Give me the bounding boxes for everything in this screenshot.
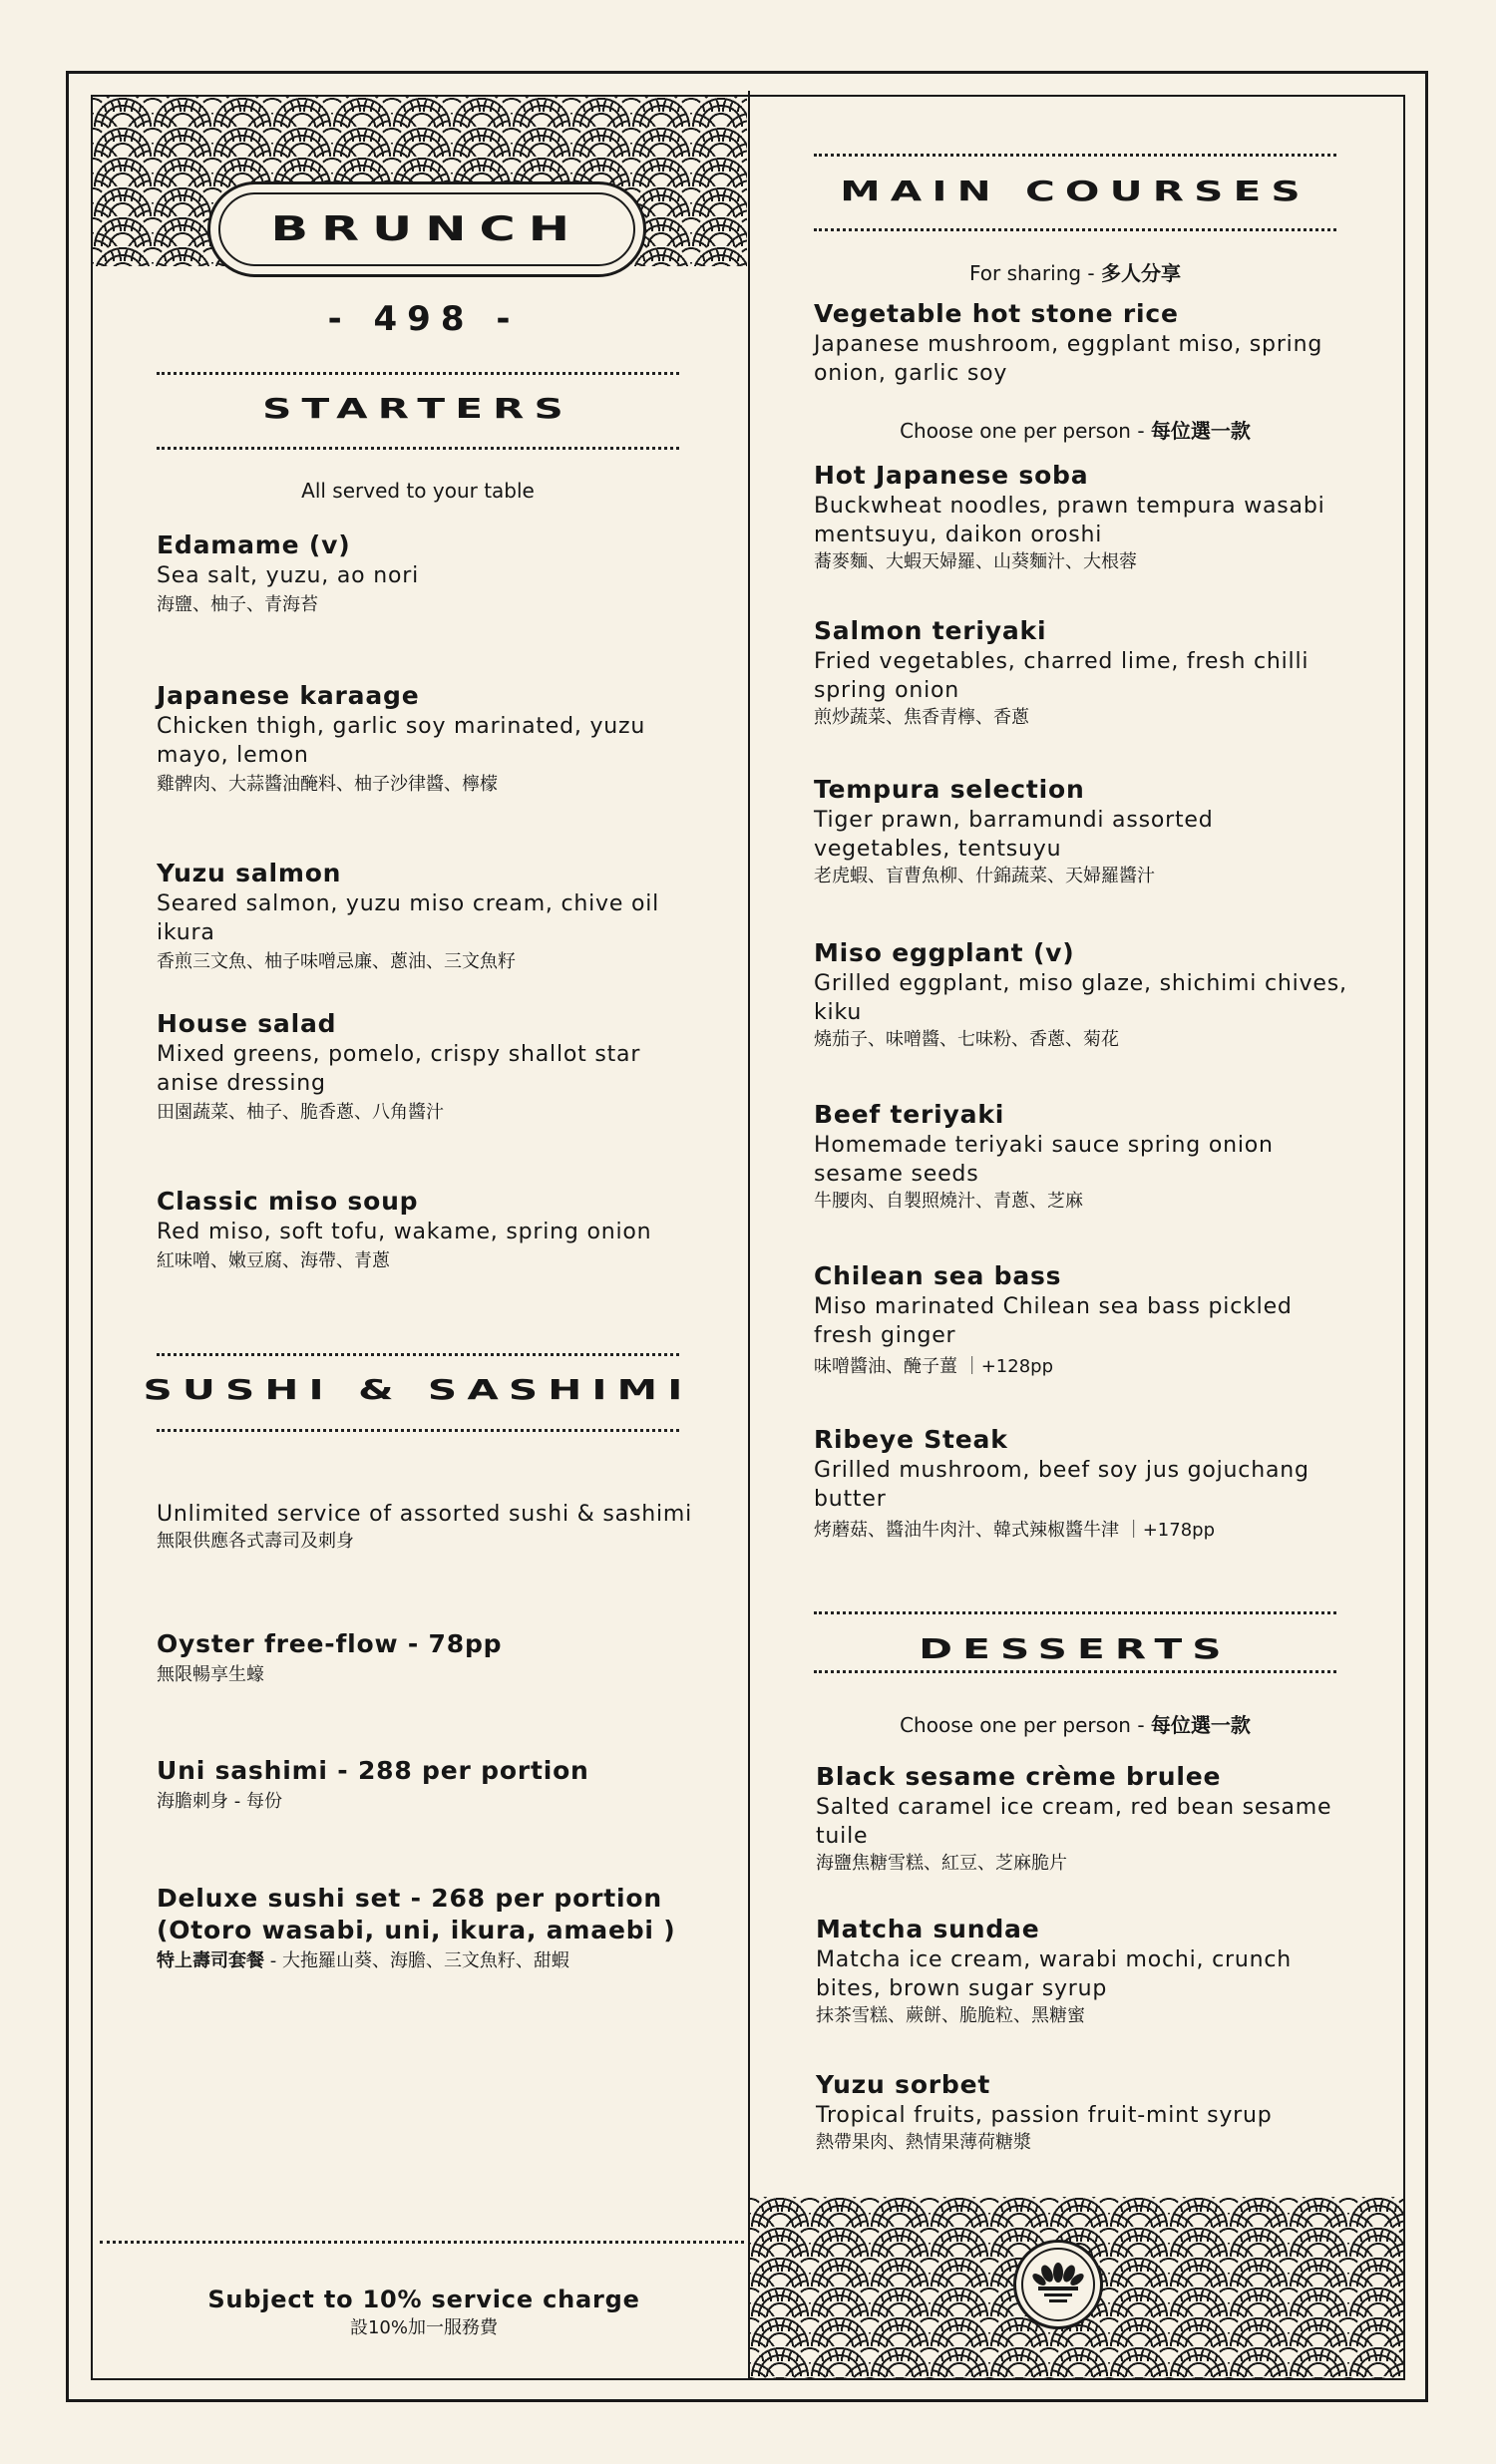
item-description: Grilled mushroom, beef soy jus gojuchang butter bbox=[814, 1458, 1309, 1512]
item-description: Tiger prawn, barramundi assorted vegetables, tentsuyu bbox=[814, 808, 1214, 862]
item-description: Seared salmon, yuzu miso cream, chive oil ikura bbox=[157, 891, 660, 945]
divider-dotted bbox=[814, 228, 1336, 231]
divider-dotted bbox=[157, 1353, 679, 1356]
menu-item bbox=[814, 615, 1352, 731]
item-chinese: 雞髀肉、大蒜醬油醃料、柚子沙律醬、檸檬 bbox=[157, 774, 498, 795]
menu-item bbox=[157, 1883, 735, 1974]
menu-item bbox=[157, 1755, 735, 1815]
item-description: Mixed greens, pomelo, crispy shallot star anise dressing bbox=[157, 1042, 641, 1096]
item-name: Deluxe sushi set - 268 per portion bbox=[157, 1884, 662, 1913]
column-divider bbox=[748, 91, 750, 2380]
item-name: Miso eggplant (v) bbox=[814, 938, 1075, 967]
item-name: Matcha sundae bbox=[816, 1915, 1040, 1943]
item-chinese: 燒茄子、味噌醬、七味粉、香蔥、菊花 bbox=[814, 1029, 1119, 1050]
item-name: Classic miso soup bbox=[157, 1187, 419, 1216]
item-chinese-bold: 特上壽司套餐 bbox=[157, 1950, 264, 1971]
crest-logo-icon bbox=[1013, 2240, 1103, 2329]
item-chinese: 香煎三文魚、柚子味噌忌廉、蔥油、三文魚籽 bbox=[157, 951, 516, 972]
menu-item bbox=[157, 858, 695, 975]
mains-sharing-note bbox=[814, 257, 1336, 286]
item-chinese: 煎炒蔬菜、焦香青檸、香蔥 bbox=[814, 707, 1029, 728]
menu-item bbox=[157, 529, 695, 618]
item-description: Buckwheat noodles, prawn tempura wasabi mentsuyu, daikon oroshi bbox=[814, 494, 1325, 547]
item-chinese: 紅味噌、嫩豆腐、海帶、青蔥 bbox=[157, 1250, 390, 1271]
item-chinese-rest: - 大拖羅山葵、海膽、三文魚籽、甜蝦 bbox=[264, 1950, 569, 1971]
menu-item bbox=[157, 680, 695, 798]
item-description: Sea salt, yuzu, ao nori bbox=[157, 563, 419, 588]
menu-item bbox=[816, 1914, 1354, 2029]
sharing-note-text: For sharing - bbox=[968, 261, 1102, 285]
desserts-note-text: Choose one per person - bbox=[900, 1713, 1151, 1737]
item-chinese: 熱帶果肉、熱情果薄荷糖漿 bbox=[816, 2132, 1031, 2153]
item-chinese: 味噌醬油、醃子薑 ｜+128pp bbox=[814, 1356, 1054, 1377]
item-description: Fried vegetables, charred lime, fresh chilli spring onion bbox=[814, 649, 1309, 703]
menu-item bbox=[816, 2069, 1354, 2156]
divider-dotted bbox=[814, 1611, 1336, 1614]
divider-dotted bbox=[157, 1429, 679, 1432]
item-name: Oyster free-flow - 78pp bbox=[157, 1629, 503, 1658]
menu-item bbox=[157, 1186, 695, 1274]
menu-item bbox=[814, 937, 1352, 1053]
divider-dotted bbox=[814, 154, 1336, 157]
item-description: Salted caramel ice cream, red bean sesame tuile bbox=[816, 1795, 1332, 1849]
brunch-price: - 498 - bbox=[327, 299, 521, 339]
choose-note-text: Choose one per person - bbox=[900, 419, 1151, 443]
item-name: Black sesame crème brulee bbox=[816, 1762, 1222, 1791]
item-name: Salmon teriyaki bbox=[814, 616, 1047, 645]
item-chinese: 海鹽焦糖雪糕、紅豆、芝麻脆片 bbox=[816, 1853, 1067, 1874]
item-description: Japanese mushroom, eggplant miso, spring onion, garlic soy bbox=[814, 332, 1323, 386]
starters-heading: STARTERS bbox=[262, 392, 573, 425]
menu-item bbox=[814, 1260, 1352, 1380]
menu-item bbox=[157, 1500, 715, 1555]
item-name: Hot Japanese soba bbox=[814, 461, 1089, 490]
sushi-heading: SUSHI & SASHIMI bbox=[143, 1373, 693, 1406]
item-name: Beef teriyaki bbox=[814, 1100, 1005, 1129]
item-chinese: 海鹽、柚子、青海苔 bbox=[157, 594, 318, 615]
item-description: Tropical fruits, passion fruit-mint syrup bbox=[816, 2103, 1273, 2128]
service-charge-text: Subject to 10% service charge bbox=[207, 2286, 640, 2313]
mains-choose-note bbox=[814, 415, 1336, 444]
item-description: Red miso, soft tofu, wakame, spring onion bbox=[157, 1220, 652, 1244]
item-chinese: 海膽刺身 - 每份 bbox=[157, 1791, 282, 1812]
item-name-detail: (Otoro wasabi, uni, ikura, amaebi ) bbox=[157, 1916, 676, 1944]
item-description: Chicken thigh, garlic soy marinated, yuzu mayo, lemon bbox=[157, 714, 646, 768]
item-chinese: 烤蘑菇、醬油牛肉汁、韓式辣椒醬牛津 ｜+178pp bbox=[814, 1520, 1216, 1541]
item-description: Grilled eggplant, miso glaze, shichimi chives, kiku bbox=[814, 971, 1347, 1025]
divider-dotted bbox=[157, 372, 679, 375]
sharing-note-chinese: 多人分享 bbox=[1101, 261, 1182, 285]
menu-item bbox=[814, 460, 1352, 575]
divider-dotted bbox=[157, 447, 679, 450]
menu-item bbox=[814, 774, 1352, 889]
item-name: Yuzu sorbet bbox=[816, 2070, 991, 2099]
item-name: Tempura selection bbox=[814, 775, 1085, 804]
menu-item bbox=[157, 1008, 695, 1126]
choose-note-chinese: 每位選一款 bbox=[1150, 419, 1251, 443]
item-description: Matcha ice cream, warabi mochi, crunch bites, brown sugar syrup bbox=[816, 1947, 1292, 2001]
item-chinese: 田園蔬菜、柚子、脆香蔥、八角醬汁 bbox=[157, 1102, 444, 1123]
item-name: Yuzu salmon bbox=[157, 859, 342, 887]
item-name: Vegetable hot stone rice bbox=[814, 299, 1179, 328]
service-charge-note bbox=[100, 2284, 748, 2341]
divider-dotted bbox=[100, 2241, 744, 2244]
item-name: Uni sashimi - 288 per portion bbox=[157, 1756, 589, 1785]
item-description: Homemade teriyaki sauce spring onion sesame seeds bbox=[814, 1133, 1274, 1187]
item-description: Unlimited service of assorted sushi & sashimi bbox=[157, 1502, 693, 1527]
item-chinese: 抹茶雪糕、蕨餅、脆脆粒、黑糖蜜 bbox=[816, 2005, 1085, 2026]
item-name: Ribeye Steak bbox=[814, 1425, 1008, 1454]
desserts-note-chinese: 每位選一款 bbox=[1150, 1713, 1251, 1737]
menu-item bbox=[814, 1099, 1352, 1215]
desserts-heading: DESSERTS bbox=[919, 1632, 1232, 1665]
item-chinese: 無限供應各式壽司及刺身 bbox=[157, 1531, 354, 1552]
item-chinese: 無限暢享生蠔 bbox=[157, 1664, 264, 1685]
item-name: Chilean sea bass bbox=[814, 1261, 1062, 1290]
item-description: Miso marinated Chilean sea bass pickled fresh ginger bbox=[814, 1294, 1293, 1348]
item-chinese: 老虎蝦、盲曹魚柳、什錦蔬菜、天婦羅醬汁 bbox=[814, 866, 1155, 886]
starters-note: All served to your table bbox=[301, 479, 535, 503]
item-name: Japanese karaage bbox=[157, 681, 420, 710]
brunch-title: BRUNCH bbox=[270, 209, 583, 249]
item-chinese bbox=[157, 1948, 735, 1974]
brunch-badge bbox=[207, 181, 646, 277]
menu-item bbox=[157, 1628, 715, 1688]
menu-item bbox=[814, 1424, 1352, 1544]
divider-dotted bbox=[814, 1670, 1336, 1673]
mains-heading: MAIN COURSES bbox=[840, 175, 1310, 207]
menu-item bbox=[814, 298, 1352, 388]
item-name: House salad bbox=[157, 1009, 337, 1038]
service-charge-chinese: 設10%加一服務費 bbox=[349, 2317, 498, 2338]
desserts-choose-note bbox=[814, 1709, 1336, 1738]
item-chinese: 牛腰肉、自製照燒汁、青蔥、芝麻 bbox=[814, 1191, 1083, 1212]
menu-item bbox=[816, 1761, 1354, 1877]
item-name: Edamame (v) bbox=[157, 530, 351, 559]
item-chinese: 蕎麥麵、大蝦天婦羅、山葵麵汁、大根蓉 bbox=[814, 551, 1137, 572]
